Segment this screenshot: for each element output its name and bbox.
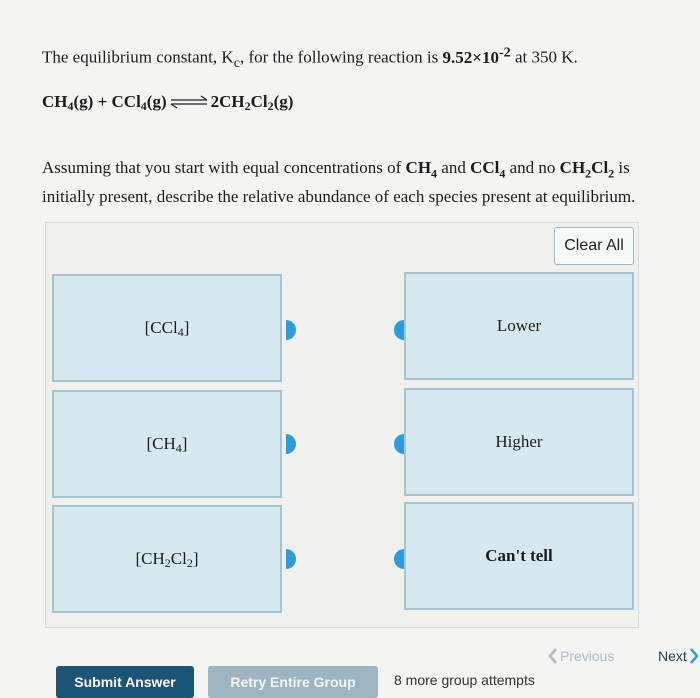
species-ccl4: CCl$_4$ xyxy=(470,158,506,181)
right-item-higher[interactable] xyxy=(404,388,634,496)
species-ch2cl2: $CH_2Cl_2$ xyxy=(559,158,615,181)
left-item-ch2cl2[interactable] xyxy=(52,505,282,613)
chevron-right-icon xyxy=(689,648,699,664)
left-item-label: $[CH_4]$ xyxy=(146,434,188,455)
clear-all-button[interactable]: Clear All xyxy=(554,227,634,265)
attempts-remaining: 8 more group attempts xyxy=(394,672,535,688)
question-prompt: Assuming that you start with equal concentrations of $CH_4$ and CCl$_4$ and no $CH_2Cl_2$ is initially present, describe the relative abundance of each species present at equilibrium. xyxy=(42,158,636,207)
species-ch4: $CH_4$ xyxy=(405,158,438,181)
left-item-ch4[interactable] xyxy=(52,390,282,498)
k-value: $9.52\times 10^{-2}$ xyxy=(442,44,511,67)
left-item-label: [CCl$_4$] xyxy=(144,318,190,339)
reaction-reactants: $CH_4(g) + CCl_4(g)$ xyxy=(42,92,167,113)
right-item-lower[interactable] xyxy=(404,272,634,380)
previous-link[interactable]: Previous xyxy=(548,648,614,664)
retry-group-button[interactable]: Retry Entire Group xyxy=(208,666,378,698)
reaction-equation xyxy=(42,92,293,112)
left-item-ccl4[interactable] xyxy=(52,274,282,382)
question-intro: The equilibrium constant, $K_c$, for the following reaction is $9.52\times 10^{-2}$ at 350 K. xyxy=(42,44,578,72)
submit-answer-button[interactable]: Submit Answer xyxy=(56,666,194,698)
chevron-left-icon xyxy=(548,648,558,664)
right-item-label: Lower xyxy=(496,316,542,335)
right-item-label: Higher xyxy=(495,432,543,451)
next-link[interactable]: Next xyxy=(658,648,699,664)
left-item-label: $[CH_2Cl_2]$ xyxy=(135,549,199,570)
right-item-cant-tell[interactable] xyxy=(404,502,634,610)
equilibrium-arrow-icon xyxy=(169,95,209,109)
reaction-products: $2CH_2Cl_2(g)$ xyxy=(210,92,294,113)
right-item-label: Can't tell xyxy=(485,546,553,565)
